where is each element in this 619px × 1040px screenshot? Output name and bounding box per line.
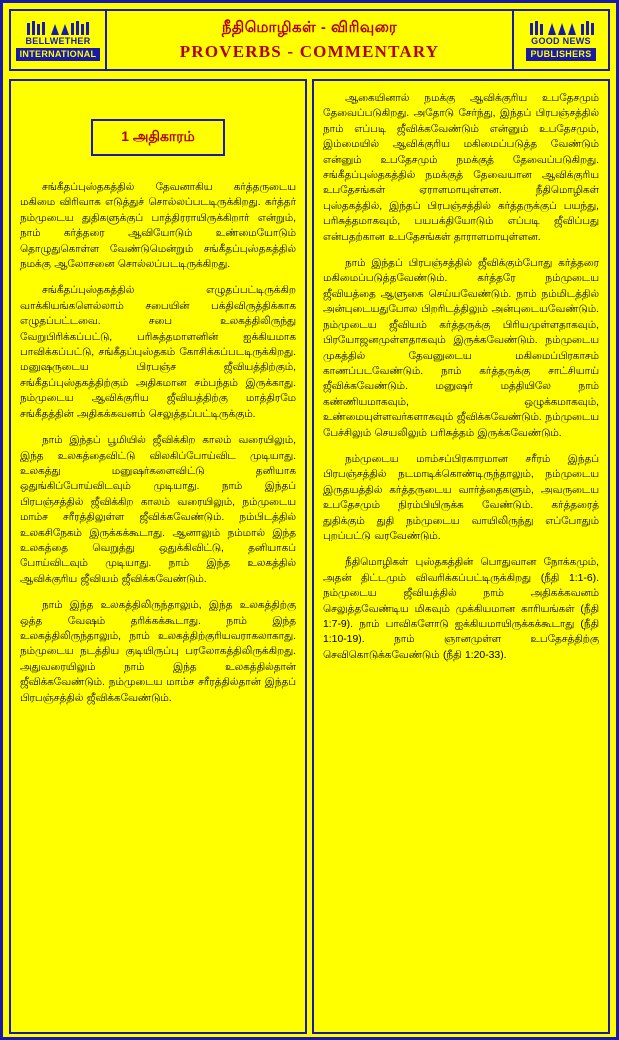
- document-title-block: [107, 11, 512, 69]
- document-header: [9, 9, 610, 71]
- bellwether-international-logo: [11, 11, 107, 69]
- page-title-tamil: நீதிமொழிகள் - விரிவுரை: [221, 18, 398, 36]
- chapter-heading: [91, 119, 225, 156]
- bellwether-logo-line2: INTERNATIONAL: [16, 48, 101, 61]
- paragraph: நாம் இந்தப் பிரபஞ்சத்தில் ஜீவிக்கும்போது கர்த்தரை மகிமைப்படுத்தவேண்டும். கர்த்தரே நம்முடைய ஜீவியத்தை ஆளுகை செய்யவேண்டும். நாம் நம்மிடத்தில் அன்புடையதுபோல பிறரிடத்திலும் அன்புடையவேண்டும். நம்முடைய ஜீவியம் கர்த்தருக்கு பிரியமுள்ளதாகவும், பிரயோஜனமுள்ளதாகவும் இருக்கவேண்டும். நம்முடைய முகத்தில் தேவனுடைய மகிமைப்பிரகாசம் காணப்படவேண்டும். நாம் கர்த்தருக்கு சாட்சியாய் ஜீவிக்கவேண்டும். மனுஷர் மத்தியிலே நாம் கண்ணியமாகவும், ஒழுக்கமாகவும், உண்மையுள்ளவர்களாகவும் ஜீவிக்கவேண்டும். நம்முடைய பேச்சிலும் செயலிலும் பரிசுத்தம் இருக்கவேண்டும்.: [323, 258, 599, 439]
- torch-emblem-icon: [25, 20, 91, 36]
- paragraph: சங்கீதப்புஸ்தகத்தில் தேவனாகிய கர்த்தருடைய மகிமை விரிவாக எடுத்துச் சொல்லப்படடிருக்கிறது. கர்த்தர் நம்முடைய துதிகளுக்குப் பாத்திரராயிருக்கிறார் என்றும், நாம் கர்த்தரை ஆவியோடும் உண்மையோடும் தொழுதுகொள்ள வேண்டுமென்றும் சங்கீதப்புஸ்தகத்தில் நமக்கு ஆலோசனை சொல்லப்படடிருக்கிறது.: [20, 182, 296, 271]
- good-news-logo-line2: PUBLISHERS: [526, 48, 595, 61]
- left-column: [9, 79, 307, 1034]
- right-column: [312, 79, 610, 1034]
- paragraph: ஆகையினால் நமக்கு ஆவிக்குரிய உபதேசமும் தேவைப்படுகிறது. அதோடு சேர்ந்து, இந்தப் பிரபஞ்சத்தில் நாம் எப்படி ஜீவிக்கவேண்டும் என்னும் உபதேசமும், இம்மையில் ஆவிக்குரிய மகிமைப்படுத்த வேண்டும் என்னும் உபதேசமும் நமக்குத் தேவைப்படுகிறது. சங்கீதப்புஸ்தகத்தில் நமக்குத் தேவையான ஆவிக்குரிய உபதேசங்கள் ஏராளமாயுள்ளன. நீதிமொழிகள் புஸ்தகத்தில், இந்தப் பிரபஞ்சத்தில் கர்த்தருக்குப் பயந்து, பரிசுத்தமாகவும், பயபக்தியோடும் எப்படி ஜீவிப்பது என்பதற்கான உபதேசங்கள் தாராளமாயுள்ளன.: [323, 93, 599, 243]
- flame-emblem-icon: [528, 20, 594, 36]
- good-news-logo-line1: GOOD NEWS: [531, 35, 591, 46]
- paragraph: நாம் இந்த உலகத்திலிருந்தாலும், இந்த உலகத்திற்கு ஒத்த வேஷம் தரிக்கக்கூடாது. நாம் இந்த உலகத்திலிருந்தாலும், நாம் உலகத்திற்குரியவராகலாகாது. நம்முடைய நடத்திய குடியிருப்பு பரலோகத்திலிருக்கிறது. அதுவரையிலும் நாம் இந்த உலகத்தில்தான் ஜீவிக்கவேண்டும். நம்முடைய மாம்ச சரீரத்தில்தான் இந்தப் பிரபஞ்சத்தில் ஜீவிக்கவேண்டும்.: [20, 600, 296, 704]
- page-title-english: PROVERBS - COMMENTARY: [179, 41, 440, 61]
- paragraph: நம்முடைய மாம்சப்பிரகாரமான சரீரம் இந்தப் பிரபஞ்சத்தில் நடமாடிக்கொண்டிருந்தாலும், நம்முடைய இருதயத்தில் கர்த்தருடைய வார்த்தைகளும், அவருடைய உபதேசமும் நிரம்பியிருக்க வேண்டும். கர்த்தரைத் துதிக்கும் துதி நம்முடைய வாயிலிருந்து எப்போதும் புறப்பட்டு வரவேண்டும்.: [323, 453, 599, 542]
- chapter-heading-label: 1 அதிகாரம்: [121, 128, 195, 144]
- paragraph: நாம் இந்தப் பூமியில் ஜீவிக்கிற காலம் வரையிலும், இந்த உலகத்தைவிட்டு விலகிப்போய்விட முடியாது. உலகத்து மனுஷர்களைவிட்டு தனியாக ஒதுங்கிப்போய்விடவும் முடியாது. நாம் இந்தப் பிரபஞ்சத்தில் ஜீவிக்கிற காலம் வரையிலும், நம்முடைய மாம்ச சரீரத்திலுள்ள ஜீவிக்கவேண்டும். நம்பிடத்தில் உலகசிநேகம் இருக்கக்கூடாது. ஆனாலும் நம்மால் இந்த உலகத்தை வெறுத்து ஒதுக்கிவிட்டு, தனியாகப் போய்விடவும் முடியாது. நாம் இந்த உலகத்தில் ஆவிக்குரிய ஜீவியம் ஜீவிக்கவேண்டும்.: [20, 435, 296, 585]
- paragraph: நீதிமொழிகள் புஸ்தகத்தின் பொதுவான நோக்கமும், அதன் திட்டமும் விவரிக்கப்பட்டிருக்கிறது (நீதி 1:1-6). நம்முடைய ஜீவியத்தில் நாம் அதிகக்கவனம் செலுத்தவேண்டிய மிகவும் முக்கியமான காரியங்கள் (நீதி 1:7-9). நாம் பாவிகளோடு ஐக்கியமாயிருக்கக்கூடாது (நீதி 1:10-19). நாம் ஞானமுள்ள உபதேசத்திற்கு செவிகொடுக்கவேண்டும் (நீதி 1:20-33).: [323, 557, 599, 661]
- good-news-publishers-logo: [512, 11, 608, 69]
- bellwether-logo-line1: BELLWETHER: [25, 35, 91, 46]
- paragraph: சங்கீதப்புஸ்தகத்தில் எழுதப்பட்டிருக்கிற வாக்கியங்களெல்லாம் சபையின் பக்திவிருத்திக்காக எழுதப்பட்டவை. சபை உலகத்திலிருந்து வேறுபிரிக்கப்பட்டு, பரிசுத்தமாளனின் ஐக்கியமாக பாவிக்கப்பட்டு, சங்கீதப்புஸ்தகம் கோசிக்கப்படடிருக்கிறது. மனுஷருடைய பிரபஞ்ச ஜீவியத்திற்கும், சங்கீதப்புஸ்தகத்திற்கும் அதிகமான சம்பந்தம் இருக்காது. நம்முடைய ஆவிக்குரிய ஜீவியத்திற்கு மாத்திரமே சங்கீதத்தின் அதிகக்கவனம் செலுத்தப்பட்டிருக்கும்.: [20, 285, 296, 420]
- document-body: [9, 79, 610, 1034]
